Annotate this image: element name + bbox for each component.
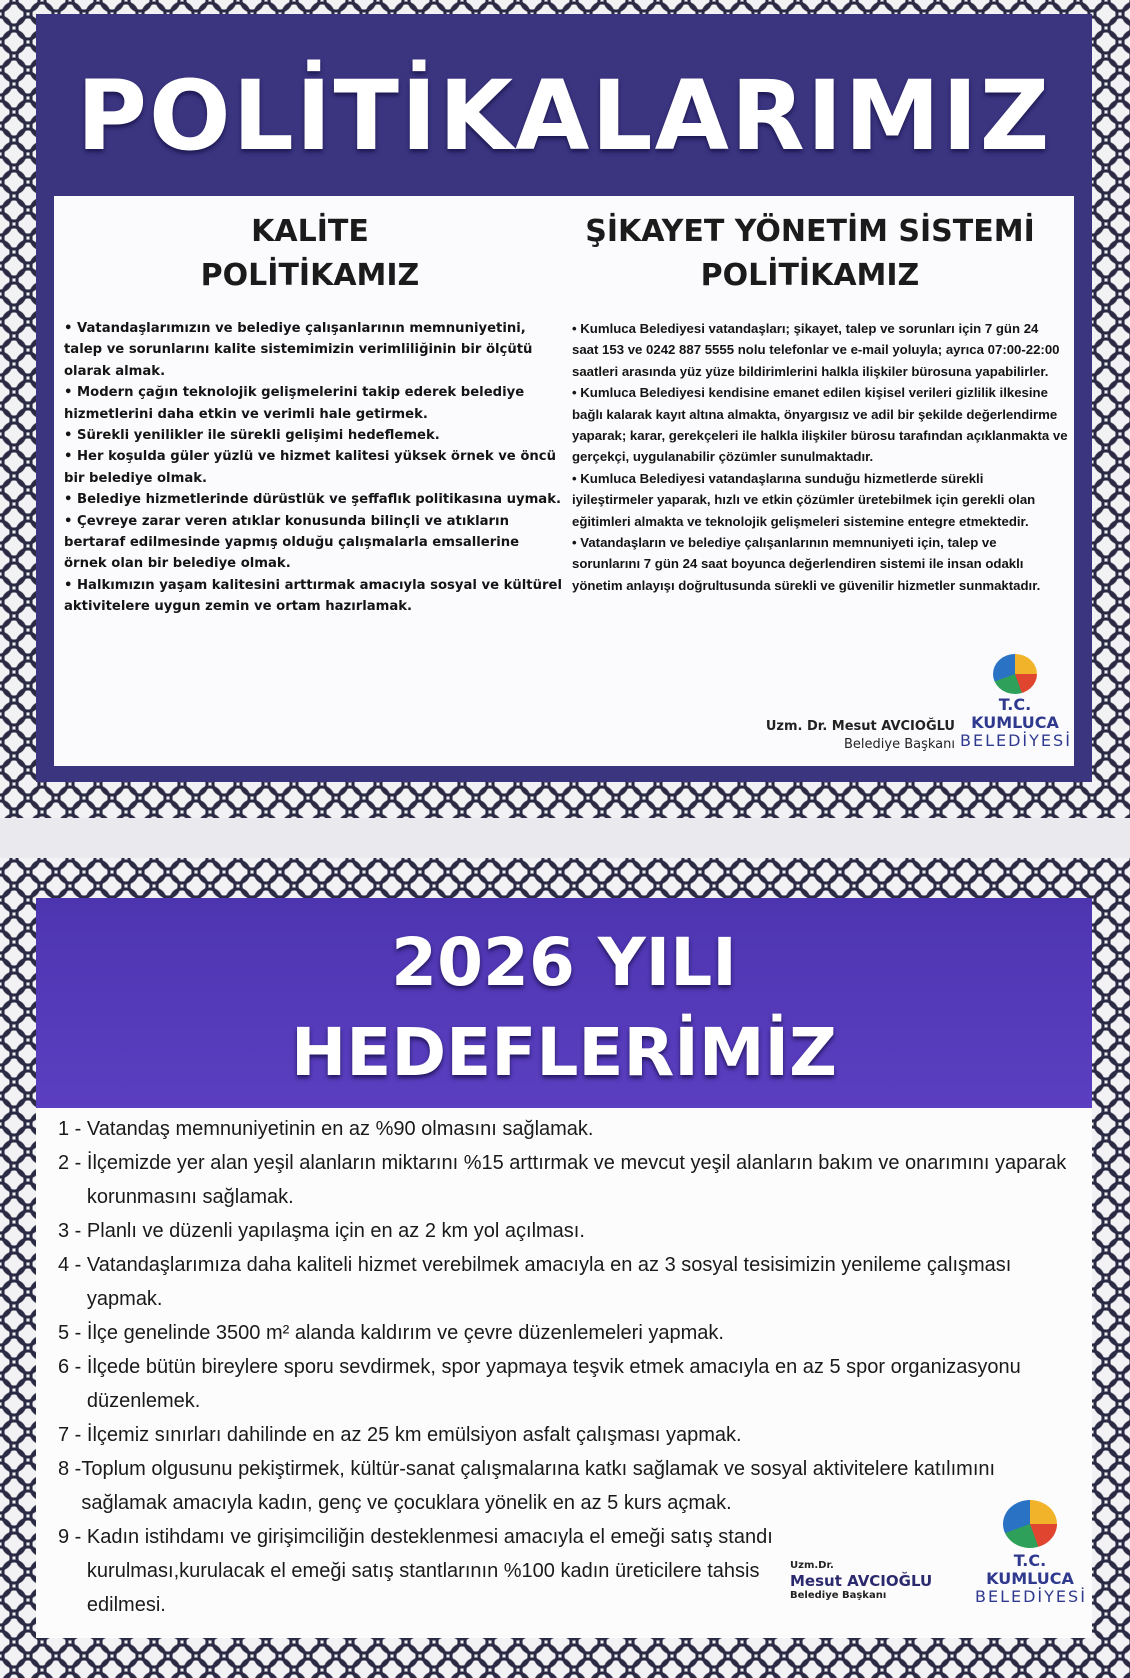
goal-text: Kadın istihdamı ve girişimciliğin desteklenmesi amacıyla el emeği satış standı kurulması,kurulacak el emeği satış stantlarının %100 kadın üreticilere tahsis edilmesi.: [86, 1526, 773, 1616]
kumluca-logo: [960, 654, 1070, 750]
logo-line: BELEDİYESİ: [975, 1587, 1087, 1606]
goal-item: [58, 1214, 1078, 1248]
complaint-policy-title: [560, 210, 1060, 298]
goal-item: [58, 1418, 1078, 1452]
title-line: KALİTE: [251, 214, 369, 249]
goal-text: Vatandaşlarımıza daha kaliteli hizmet verebilmek amacıyla en az 3 sosyal tesisimizin yenileme çalışması yapmak.: [86, 1254, 1012, 1310]
goal-number: 9 -: [58, 1526, 87, 1548]
title-line: ŞİKAYET YÖNETİM SİSTEMİ: [585, 214, 1035, 249]
complaint-policy-list: [572, 318, 1068, 596]
title-line: POLİTİKAMIZ: [200, 258, 420, 293]
logo-line: T.C.: [1013, 1551, 1047, 1570]
logo-line: BELEDİYESİ: [960, 731, 1072, 750]
policy-item: • Çevreye zarar veren atıklar konusunda bilinçli ve atıkların bertaraf edilmesinde yapmış olduğu çalışmalarla emsallerine örnek olan bir belediye olmak.: [64, 513, 520, 572]
mayor-prefix: Uzm.Dr.: [790, 1560, 834, 1571]
goals-title: [36, 918, 1092, 1098]
goal-number: 5 -: [58, 1322, 87, 1344]
mayor-name: Mesut AVCIOĞLU: [790, 1572, 933, 1590]
goal-number: 1 -: [58, 1118, 87, 1140]
goal-text: Vatandaş memnuniyetinin en az %90 olmasını sağlamak.: [86, 1118, 594, 1140]
quality-policy-title: [60, 210, 560, 298]
mayor-role: Belediye Başkanı: [790, 1590, 887, 1601]
logo-line: KUMLUCA: [986, 1569, 1074, 1588]
goals-list: [58, 1112, 1078, 1622]
goal-number: 2 -: [58, 1152, 87, 1174]
goal-item: [58, 1316, 1078, 1350]
mayor-signature-bottom: [790, 1560, 975, 1602]
goal-text: İlçemiz sınırları dahilinde en az 25 km emülsiyon asfalt çalışması yapmak.: [86, 1424, 742, 1446]
goal-item: [58, 1350, 1078, 1418]
policy-item: • Halkımızın yaşam kalitesini arttırmak amacıyla sosyal ve kültürel aktivitelere uygun zemin ve ortam hazırlamak.: [64, 577, 562, 615]
goal-item: [58, 1146, 1078, 1214]
logo-line: KUMLUCA: [971, 713, 1059, 732]
policy-item: • Vatandaşların ve belediye çalışanlarının memnuniyeti için, talep ve sorunlarını 7 gün 24 saat boyunca değerlendiren sistemi ile insan odaklı yönetim anlayışı doğrultusunda sürekli ve güvenilir hizmetler sunmaktadır.: [572, 535, 1041, 593]
goal-item: [58, 1520, 778, 1622]
policy-item: • Kumluca Belediyesi vatandaşlarına sunduğu hizmetlerde sürekli iyileştirmeler yaparak, hızlı ve etkin çözümler üretebilmek için gerekli olan eğitimleri almakta ve teknolojik gelişmeleri sistemine entegre etmektedir.: [572, 470, 1036, 529]
title-line: HEDEFLERİMİZ: [291, 1014, 837, 1091]
goal-item: [58, 1248, 1078, 1316]
goal-text: Planlı ve düzenli yapılaşma için en az 2 km yol açılması.: [86, 1220, 585, 1242]
policy-item: • Sürekli yenilikler ile sürekli gelişimi hedeflemek.: [64, 428, 440, 444]
title-line: POLİTİKAMIZ: [700, 258, 920, 293]
policy-item: • Modern çağın teknolojik gelişmelerini takip ederek belediye hizmetlerini daha etkin ve verimli hale getirmek.: [64, 385, 525, 422]
policy-item: • Vatandaşlarımızın ve belediye çalışanlarının memnuniyetini, talep ve sorunlarını kalite sistemimizin verimliliğinin bir ölçütü olarak almak.: [64, 321, 533, 379]
goal-text: İlçemizde yer alan yeşil alanların miktarını %15 arttırmak ve mevcut yeşil alanların bakım ve onarımını yaparak korunmasını sağlamak.: [86, 1152, 1067, 1208]
goal-text: İlçe genelinde 3500 m² alanda kaldırım ve çevre düzenlemeleri yapmak.: [86, 1322, 724, 1344]
logo-emblem-icon: [993, 654, 1037, 694]
goal-number: 8 -: [58, 1458, 82, 1480]
quality-policy-list: [64, 318, 564, 618]
logo-line: T.C.: [998, 695, 1032, 714]
policy-item: • Her koşulda güler yüzlü ve hizmet kalitesi yüksek örnek ve öncü bir belediye olmak.: [64, 449, 556, 486]
logo-emblem-icon: [1003, 1500, 1057, 1548]
goal-item: [58, 1112, 1078, 1146]
goal-item: [58, 1452, 1078, 1520]
goal-number: 3 -: [58, 1220, 87, 1242]
mayor-name: Uzm. Dr. Mesut AVCIOĞLU: [765, 719, 955, 734]
policy-item: • Belediye hizmetlerinde dürüstlük ve şeffaflık politikasına uymak.: [64, 492, 561, 508]
title-line: 2026 YILI: [391, 924, 737, 1001]
policy-item: • Kumluca Belediyesi kendisine emanet edilen kişisel verileri gizlilik ilkesine bağlı kalarak kayıt altına almakta, önyargısız ve adil bir şekilde değerlendirme yaparak; karar, gerekçeleri ile halkla ilişkiler bürosu tarafından açıklanmakta ve gerçekçi, uygulanabilir çözümler sunulmaktadır.: [572, 385, 1068, 465]
policies-title: POLİTİKALARIMIZ: [76, 60, 1052, 172]
goal-number: 7 -: [58, 1424, 87, 1446]
goal-text: Toplum olgusunu pekiştirmek, kültür-sanat çalışmalarına katkı sağlamak ve sosyal aktivitelere katılımını sağlamak amacıyla kadın, genç ve çocuklara yönelik en az 5 kurs açmak.: [81, 1458, 996, 1514]
policy-item: • Kumluca Belediyesi vatandaşları; şikayet, talep ve sorunları için 7 gün 24 saat 153 ve 0242 887 5555 nolu telefonlar ve e-mail yoluyla; ayrıca 07:00-22:00 saatleri arasında yüz yüze bildirimlerini halkla ilişkiler bürosuna yapabilirler.: [572, 321, 1060, 379]
mayor-role: Belediye Başkanı: [844, 737, 955, 752]
goal-text: İlçede bütün bireylere sporu sevdirmek, spor yapmaya teşvik etmek amacıyla en az 5 spor organizasyonu düzenlemek.: [86, 1356, 1021, 1412]
mayor-signature: [720, 718, 955, 754]
goal-number: 6 -: [58, 1356, 87, 1378]
kumluca-logo-bottom: [975, 1500, 1085, 1606]
goal-number: 4 -: [58, 1254, 87, 1276]
